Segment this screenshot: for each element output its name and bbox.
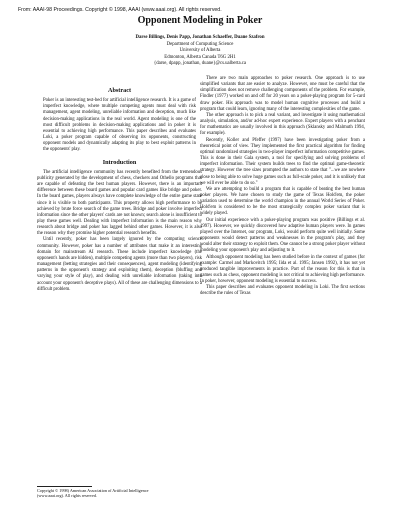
left-column [37, 88, 202, 293]
body-paragraph: We are attempting to build a program that is capable of beating the best human poker players. We have chosen to study the game of Texas Hold'em, the poker variation used to determine the world champion in the annual World Series of Poker. Hold'em is considered to be the most strategically complex poker variant that is widely played. [200, 186, 365, 217]
author-block [0, 35, 400, 68]
body-paragraph: Recently, Koller and Pfeffer (1997) have been investigating poker from a theoretical point of view. They implemented the first practical algorithm for finding optimal randomized strategies in two-player imperfect information competitive games. This is done in their Gala system, a tool for specifying and solving problems of imperfect information. Their system builds trees to find the optimal game-theoretic strategy. However the tree sizes prompted the authors to state that "...we are nowhere close to being able to solve huge games such as full-scale poker, and it is unlikely that we will ever be able to do so." [200, 137, 366, 186]
source-line: From: AAAI-98 Proceedings. Copyright © 1998, AAAI (www.aaai.org). All rights reserved. [18, 7, 222, 13]
copyright-footnote [37, 488, 202, 499]
abstract-heading: Abstract [107, 87, 132, 94]
intro-paragraph: The artificial intelligence community has recently benefited from the tremendous publicity generated by the development of chess, checkers and Othello programs that are capable of defeating the best human players. However, there is an important difference between these board games and popular card games like bridge and poker. In the board games, players always have complete knowledge of the entire game state since it is visible to both participants. This property allows high performance to be achieved by brute force search of the game trees. Bridge and poker involve imperfect information since the other players' cards are not known; search alone is insufficient to play these games well. Dealing with imperfect information is the main reason why research about bridge and poker has lagged behind other games. However, it is also the reason why they promise higher potential research benefits. [37, 169, 202, 237]
abstract-text: Poker is an interesting test-bed for artificial intelligence research. It is a game of imperfect knowledge, where multiple competing agents must deal with risk management, agent modeling, unreliable information and deception, much like decision-making applications in the real world. Agent modeling is one of the most difficult problems in decision-making applications and in poker it is essential to achieving high performance. This paper describes and evaluates Loki, a poker program capable of observing its opponents, constructing opponent models and dynamically adapting its play to best exploit patterns in the opponents' play. [43, 98, 196, 153]
body-paragraph: There are two main approaches to poker research. One approach is to use simplified variants that are easier to analyze. However, one must be careful that the simplification does not remove challenging components of the problem. For example, Findler (1977) worked on and off for 20 years on a poker-playing program for 5-card draw poker. His approach was to model human cognitive processes and build a program that could learn, ignoring many of the interesting complexities of the game. [200, 76, 365, 112]
introduction-heading: Introduction [102, 158, 137, 166]
footnote-line: (www.aaai.org). All rights reserved. [37, 493, 98, 499]
footnote-line: Copyright © 1998) American Association of Artificial Intelligence [37, 488, 149, 493]
affiliation-city: Edmonton, Alberta Canada T6G 2H1 [164, 54, 236, 60]
paper-title: Opponent Modeling in Poker [137, 15, 263, 26]
body-paragraph: Although opponent modeling has been studied before in the context of games (for example: Carmel and Markovitch 1995; Iida et al. 1995; Jansen 1992), it has not yet produced tangible improvements in practice. Part of the reason for this is that in games such as chess, opponent modeling is not critical to achieving high performance. In poker, however, opponent modeling is essential to success. [200, 254, 365, 285]
author-emails: {darse, dpapp, jonathan, duane}@cs.ualberta.ca [153, 61, 247, 67]
affiliation-dept: Department of Computing Science [166, 41, 234, 47]
body-paragraph: The other approach is to pick a real variant, and investigate it using mathematical analysis, simulation, and/or ad-hoc expert experience. Expert players with a penchant for mathematics are usually involved in this approach (Sklansky and Malmuth 1994, for example). [200, 112, 365, 137]
right-column [200, 76, 365, 298]
affiliation-univ: University of Alberta [179, 48, 221, 54]
body-paragraph: This paper describes and evaluates opponent modeling in Loki. The first sections describe the rules of Texas [200, 285, 365, 297]
author-names: Darse Billings, Denis Papp, Jonathan Schaeffer, Duane Szafron [135, 35, 265, 40]
intro-paragraph: Until recently, poker has been largely ignored by the computing science community. However, poker has a number of attributes that make it an interesting domain for mainstream AI research. These include imperfect knowledge (the opponent's hands are hidden), multiple competing agents (more than two players), risk management (betting strategies and their consequences), agent modeling (identifying patterns in the opponent's strategy and exploiting them), deception (bluffing and varying your style of play), and dealing with unreliable information (taking into account your opponent's deceptive plays). All of these are challenging dimensions to a difficult problem. [37, 237, 202, 292]
footnote-rule [37, 486, 92, 487]
body-paragraph: Our initial experience with a poker-playing program was positive (Billings et al. 1997). However, we quickly discovered how adaptive human players were. In games played over the Internet, our program, Loki, would perform quite well initially. Some opponents would detect patterns and weaknesses in the program's play, and they would alter their strategy to exploit them. One cannot be a strong poker player without modeling your opponent's play and adjusting to it. [200, 217, 365, 254]
